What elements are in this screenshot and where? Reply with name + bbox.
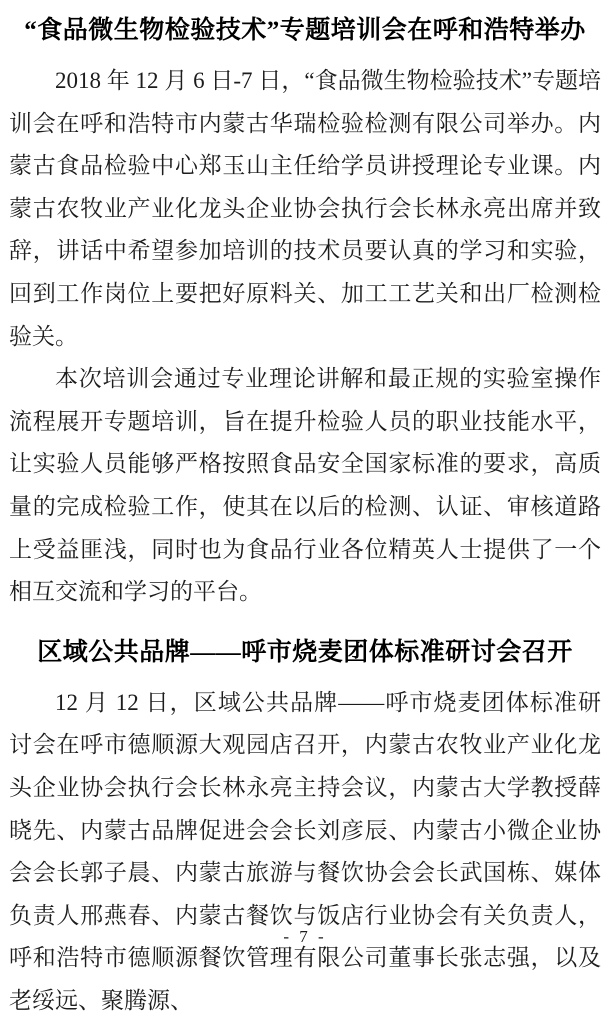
page-number: - 7 - [283,927,327,946]
paragraph-training-overview: 2018 年 12 月 6 日-7 日，“食品微生物检验技术”专题培训会在呼和浩特市内蒙古华瑞检验检测有限公司举办。内蒙古食品检验中心郑玉山主任给学员讲授理论专业课。内蒙古农牧业产业化龙头企业协会执行会长林永亮出席并致辞，讲话中希望参加培训的技术员要认真的学习和实验，回到工作岗位上要把好原料关、加工工艺关和出厂检测检验关。 [9,68,601,349]
section-title-shaomai-standard-seminar: 区域公共品牌——呼市烧麦团体标准研讨会召开 [37,638,573,666]
paragraph-seminar-attendees: 12 月 12 日，区域公共品牌——呼市烧麦团体标准研讨会在呼市德顺源大观园店召开，内蒙古农牧业产业化龙头企业协会执行会长林永亮主持会议，内蒙古大学教授薛晓先、内蒙古品牌促进会会长刘彦辰、内蒙古小微企业协会会长郭子晨、内蒙古旅游与餐饮协会会长武国栋、媒体负责人邢燕春、内蒙古餐饮与饭店行业协会有关负责人，呼和浩特市德顺源餐饮管理有限公司董事长张志强，以及老绥远、聚腾源、 [9,689,601,1013]
paragraph-training-purpose: 本次培训会通过专业理论讲解和最正规的实验室操作流程展开专题培训，旨在提升检验人员的职业技能水平，让实验人员能够严格按照食品安全国家标准的要求，高质量的完成检验工作，使其在以后的检测、认证、审核道路上受益匪浅，同时也为食品行业各位精英人士提供了一个相互交流和学习的平台。 [9,366,601,605]
section-title-food-microbiology-training: “食品微生物检验技术”专题培训会在呼和浩特举办 [24,17,586,44]
